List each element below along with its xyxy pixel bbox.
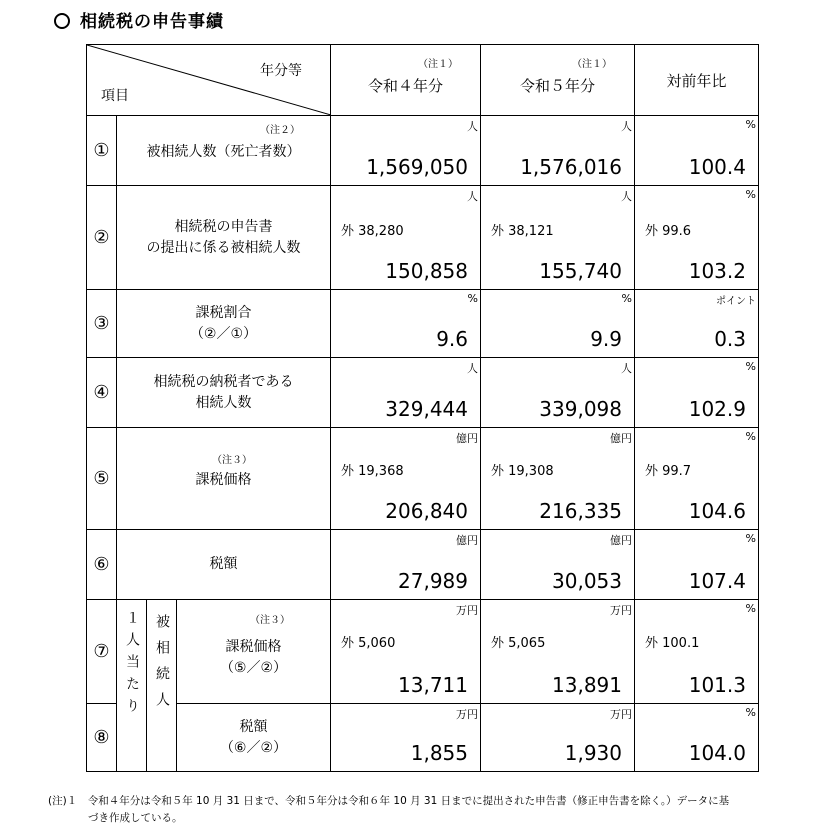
value: 13,891 [552,673,622,697]
unit-label: 万円 [610,708,632,721]
outer-value: 外 19,368 [341,464,404,479]
table-row [87,428,759,530]
outer-value: 外 38,280 [341,224,404,239]
value: 9.9 [590,327,622,351]
cell-r5 [481,428,635,530]
unit-label: ポイント [716,296,756,307]
unit-label: % [745,188,756,201]
outer-value: 外 99.6 [645,224,692,239]
cell-r5 [481,530,635,600]
table-header-row [87,45,759,116]
row-item [117,186,331,290]
cell-ratio [635,358,759,428]
circle-bullet-icon [54,13,70,29]
cell-r4 [331,358,481,428]
unit-label: 億円 [610,534,632,547]
cell-r4 [331,186,481,290]
value: 339,098 [539,397,622,421]
value: 1,569,050 [366,155,468,179]
row-item [177,600,331,704]
row-item [117,428,331,530]
col2-label: 令和５年分 [519,76,595,95]
unit-label: 人 [467,120,478,133]
outer-value: 外 19,308 [491,464,554,479]
cell-r5 [481,290,635,358]
row-number: ⑧ [87,704,117,772]
value: 155,740 [539,259,622,283]
table-row [87,600,759,704]
item-line2: （②／①） [189,325,258,342]
row-note: （注３） [250,615,290,626]
unit-label: % [621,292,632,305]
item-line1: 相続税の申告書 [174,218,273,235]
unit-label: % [745,118,756,131]
value: 100.4 [688,155,746,179]
value: 206,840 [385,499,468,523]
value: 107.4 [688,569,746,593]
row-item [117,358,331,428]
item-line1: 税額 [209,556,238,572]
cell-r5 [481,358,635,428]
header-col-r4 [331,45,481,116]
row-number: ⑤ [87,428,117,530]
footnote-line2: づき作成している。 [88,812,183,824]
item-line2: の提出に係る被相続人数 [146,239,301,256]
value: 104.6 [688,499,746,523]
footnote [48,793,788,827]
table-row [87,358,759,428]
unit-label: % [745,360,756,373]
cell-ratio [635,600,759,704]
outer-value: 外 100.1 [645,636,700,651]
row-number: ③ [87,290,117,358]
cell-r4 [331,290,481,358]
row-number: ⑥ [87,530,117,600]
value: 150,858 [385,259,468,283]
cell-ratio [635,290,759,358]
row-item [177,704,331,772]
row-note: （注３） [212,455,252,466]
item-line1: 課税割合 [195,304,252,321]
value: 13,711 [398,673,468,697]
row-number: ② [87,186,117,290]
outer-value: 外 38,121 [491,224,554,239]
cell-r4 [331,116,481,186]
year-label: 年分等 [260,63,302,79]
item-line1: 相続税の納税者である [153,373,294,390]
group-label-per-person [117,600,147,772]
value: 329,444 [385,397,468,421]
value: 0.3 [714,327,746,351]
header-corner-cell [87,45,331,116]
filing-results-table [86,44,759,772]
cell-r4 [331,600,481,704]
cell-r5 [481,704,635,772]
cell-ratio [635,530,759,600]
cell-r4 [331,530,481,600]
item-line1: 被相続人数（死亡者数） [146,144,301,160]
footnote-line1: (注)１ 令和４年分は令和５年 10 月 31 日まで、令和５年分は令和６年 10 月 31 日までに提出された申告書（修正申告書を除く。）データに基 [48,795,730,807]
item-line2: 相続人数 [195,394,252,411]
value: 101.3 [688,673,746,697]
cell-ratio [635,116,759,186]
item-line1: 税額 [239,718,268,735]
value: 27,989 [398,569,468,593]
unit-label: % [745,602,756,615]
unit-label: 万円 [456,708,478,721]
unit-label: 億円 [456,534,478,547]
value: 1,576,016 [520,155,622,179]
unit-label: % [745,532,756,545]
col1-note: （注１） [418,59,458,70]
item-label: 項目 [101,88,129,104]
item-line1: 課税価格 [225,638,282,655]
page-title-text: 相続税の申告事績 [80,12,224,32]
unit-label: 億円 [610,432,632,445]
header-col-ratio [635,45,759,116]
item-line2: （⑤／②） [219,659,288,676]
unit-label: 億円 [456,432,478,445]
table-row [87,290,759,358]
unit-label: 万円 [610,604,632,617]
cell-r4 [331,704,481,772]
row-item [117,530,331,600]
unit-label: 人 [621,120,632,133]
row-number: ④ [87,358,117,428]
cell-r5 [481,116,635,186]
value: 216,335 [539,499,622,523]
table-row [87,530,759,600]
table-row [87,704,759,772]
header-col-r5 [481,45,635,116]
unit-label: 人 [467,362,478,375]
row-item [117,116,331,186]
cell-ratio [635,428,759,530]
outer-value: 外 99.7 [645,464,692,479]
col2-note: （注１） [572,59,612,70]
unit-label: 人 [621,362,632,375]
value: 30,053 [552,569,622,593]
outer-value: 外 5,060 [341,636,396,651]
group-label-b: 被相続人 [154,614,170,718]
row-note: （注２） [260,125,300,136]
unit-label: % [467,292,478,305]
unit-label: % [745,706,756,719]
value: 1,930 [564,741,622,765]
cell-r5 [481,186,635,290]
table-row [87,116,759,186]
value: 1,855 [410,741,468,765]
group-label-decedent [147,600,177,772]
group-label-a: １人当たり [124,610,140,720]
cell-r4 [331,428,481,530]
cell-ratio [635,186,759,290]
value: 103.2 [688,259,746,283]
page-title [54,7,224,32]
col1-label: 令和４年分 [367,76,443,95]
row-number: ⑦ [87,600,117,704]
value: 104.0 [688,741,746,765]
cell-r5 [481,600,635,704]
unit-label: % [745,430,756,443]
item-line1: 課税価格 [195,472,252,488]
row-number: ① [87,116,117,186]
value: 9.6 [436,327,468,351]
unit-label: 万円 [456,604,478,617]
row-item [117,290,331,358]
table-row [87,186,759,290]
cell-ratio [635,704,759,772]
unit-label: 人 [467,190,478,203]
item-line2: （⑥／②） [219,739,288,756]
outer-value: 外 5,065 [491,636,546,651]
col3-label: 対前年比 [666,71,727,90]
value: 102.9 [688,397,746,421]
unit-label: 人 [621,190,632,203]
